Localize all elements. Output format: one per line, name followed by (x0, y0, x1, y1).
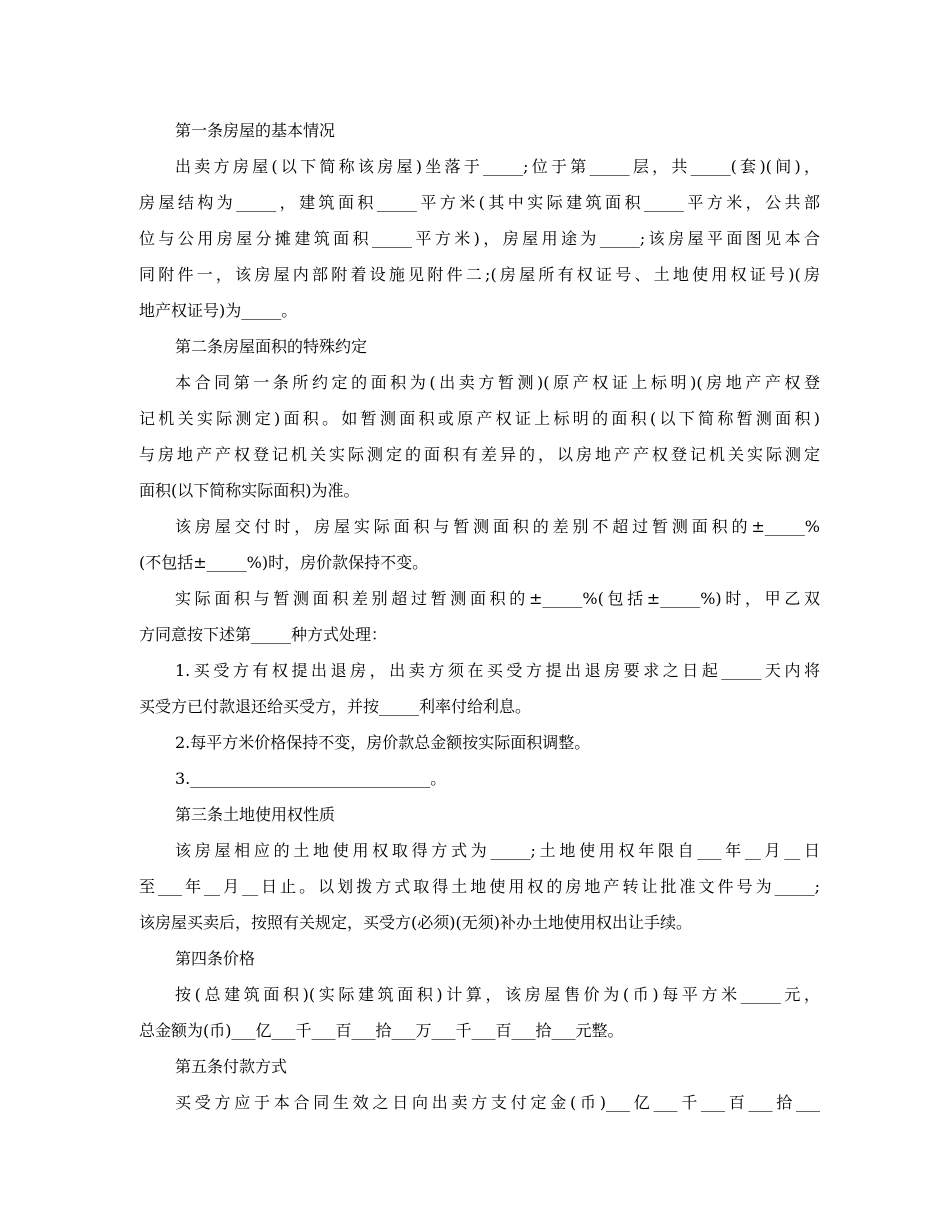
article-1-heading: 第一条房屋的基本情况 (175, 121, 336, 140)
article-5-heading: 第五条付款方式 (175, 1057, 288, 1076)
paragraph-line: 该房屋交付时，房屋实际面积与暂测面积的差别不超过暂测面积的±_____% (175, 517, 820, 536)
document-page (139, 113, 820, 1121)
paragraph-line: 方同意按下述第_____种方式处理： (139, 625, 388, 644)
paragraph-line: 与房地产产权登记机关实际测定的面积有差异的，以房地产产权登记机关实际测定 (139, 445, 820, 464)
article-2-heading: 第二条房屋面积的特殊约定 (175, 337, 368, 356)
article-4-heading: 第四条价格 (175, 949, 256, 968)
paragraph-line: 该房屋相应的土地使用权取得方式为_____;土地使用权年限自___年__月__日 (175, 841, 820, 860)
option-3-line: 3.______________________________。 (175, 769, 447, 788)
option-1-line: 买受方已付款退还给买受方，并按_____利率付给利息。 (139, 697, 532, 716)
option-1-line: 1.买受方有权提出退房，出卖方须在买受方提出退房要求之日起_____天内将 (175, 661, 820, 680)
paragraph-line: 该房屋买卖后，按照有关规定，买受方(必须)(无须)补办土地使用权出让手续。 (139, 913, 692, 932)
paragraph-line: (不包括±_____%)时，房价款保持不变。 (139, 553, 429, 572)
paragraph-line: 位与公用房屋分摊建筑面积_____平方米)，房屋用途为_____;该房屋平面图见本合 (139, 229, 820, 248)
paragraph-line: 房屋结构为_____，建筑面积_____平方米(其中实际建筑面积_____平方米，公共部 (139, 193, 820, 212)
article-3-heading: 第三条土地使用权性质 (175, 805, 336, 824)
paragraph-line: 总金额为(币)___亿___千___百___拾___万___千___百___拾___元整。 (139, 1021, 624, 1040)
paragraph-line: 地产权证号)为_____。 (139, 301, 298, 320)
paragraph-line: 本合同第一条所约定的面积为(出卖方暂测)(原产权证上标明)(房地产产权登 (175, 373, 820, 392)
paragraph-line: 按(总建筑面积)(实际建筑面积)计算，该房屋售价为(币)每平方米_____元， (175, 985, 820, 1004)
paragraph-line: 实际面积与暂测面积差别超过暂测面积的±_____%(包括±_____%)时，甲乙双 (175, 589, 820, 608)
paragraph-line: 面积(以下简称实际面积)为准。 (139, 481, 360, 500)
paragraph-line: 出卖方房屋(以下简称该房屋)坐落于_____;位于第_____层，共_____(套)(间)， (175, 157, 820, 176)
paragraph-line: 至___年__月__日止。以划拨方式取得土地使用权的房地产转让批准文件号为_____; (139, 877, 820, 896)
paragraph-line: 同附件一，该房屋内部附着设施见附件二;(房屋所有权证号、土地使用权证号)(房 (139, 265, 820, 284)
option-2-line: 2.每平方米价格保持不变，房价款总金额按实际面积调整。 (175, 733, 591, 752)
paragraph-line: 买受方应于本合同生效之日向出卖方支付定金(币)___亿___千___百___拾___ (175, 1093, 820, 1112)
paragraph-line: 记机关实际测定)面积。如暂测面积或原产权证上标明的面积(以下简称暂测面积) (139, 409, 820, 428)
